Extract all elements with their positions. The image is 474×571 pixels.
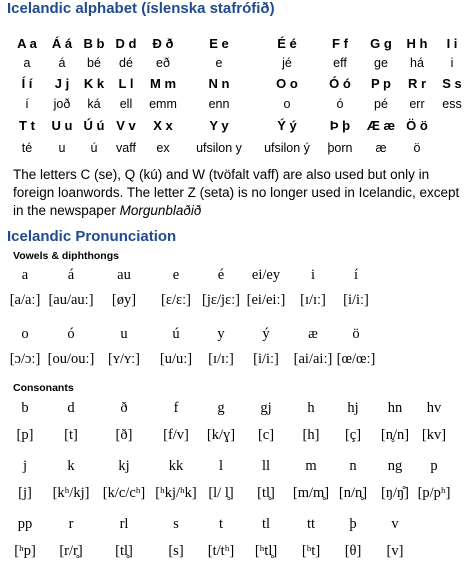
consonant-letter: hj [347, 400, 359, 416]
consonant-letter: tt [306, 516, 316, 532]
alphabet-letter: P p [371, 76, 391, 91]
vowel-ipa: [ou/ouː] [47, 351, 95, 367]
consonant-ipa: [p/pʰ] [417, 485, 451, 501]
alphabet-letter-name: e [215, 56, 223, 70]
vowel-ipa: [ai/aiː] [293, 351, 333, 367]
vowel-letter: ý [262, 326, 270, 342]
vowel-ipa: [i/iː] [343, 292, 369, 308]
vowel-ipa: [ʏ/ʏː] [107, 351, 140, 367]
alphabet-letter: O o [276, 76, 298, 91]
consonant-letter: s [173, 516, 179, 532]
alphabet-letter: Æ æ [366, 118, 396, 133]
alphabet-name-row [0, 97, 474, 115]
consonant-letter: kj [118, 458, 130, 474]
alphabet-letter: H h [406, 36, 428, 51]
vowel-letter: é [217, 267, 225, 283]
alphabet-title: Icelandic alphabet (íslenska stafrófið) [7, 0, 275, 17]
vowel-ipa: [øy] [111, 292, 137, 308]
alphabet-letter-name: a [23, 56, 31, 70]
note-text: The letters C (se), Q (kú) and W (tvöfalt vaff) are also used but only in foreign loanwords. The letter Z (seta) is no longer used in Icelandic, except in the newspaper [13, 167, 460, 218]
alphabet-letter: M m [150, 76, 176, 91]
alphabet-letter: Y y [209, 118, 229, 133]
alphabet-letter: Í í [21, 76, 33, 91]
alphabet-letter: U u [51, 118, 73, 133]
consonant-ipa: [ʰtl̥] [254, 543, 278, 559]
alphabet-letter: L l [118, 76, 134, 91]
vowel-letter: ú [172, 326, 180, 342]
vowel-letter: i [310, 267, 316, 283]
consonant-letter-row [0, 458, 474, 478]
consonant-letter: pp [17, 516, 33, 532]
consonant-letter: hn [387, 400, 403, 416]
alphabet-letter-name: ufsilon ý [264, 141, 310, 155]
alphabet-letter: Ú ú [83, 118, 105, 133]
vowel-letter: ó [67, 326, 75, 342]
consonant-ipa: [n/n̥] [338, 485, 368, 501]
vowel-ipa: [ei/eiː] [246, 292, 286, 308]
vowel-ipa: [œ/œː] [336, 351, 376, 367]
alphabet-letter-name: há [410, 56, 424, 70]
consonant-letter: m [305, 458, 317, 474]
pronunciation-title: Icelandic Pronunciation [7, 228, 177, 245]
consonant-letter: j [22, 458, 28, 474]
vowel-ipa-row [0, 292, 474, 312]
alphabet-name-row [0, 56, 474, 74]
consonant-letter: hv [426, 400, 442, 416]
alphabet-letter: E e [209, 36, 229, 51]
alphabet-letter: B b [83, 36, 105, 51]
consonant-letter: n [349, 458, 357, 474]
alphabet-letter-name: ufsilon y [196, 141, 242, 155]
vowel-ipa: [u/uː] [159, 351, 193, 367]
consonants-label: Consonants [13, 382, 74, 394]
consonant-letter: r [68, 516, 74, 532]
consonant-letter: l [218, 458, 224, 474]
alphabet-letter: T t [19, 118, 35, 133]
alphabet-letter-name: pé [374, 97, 388, 111]
alphabet-letter-name: á [58, 56, 66, 70]
alphabet-letter-name: þorn [327, 141, 353, 155]
vowel-ipa: [i/iː] [253, 351, 279, 367]
vowel-letter: a [21, 267, 29, 283]
consonant-ipa-row [0, 427, 474, 447]
alphabet-letter: K k [83, 76, 105, 91]
alphabet-letter-name: err [409, 97, 425, 111]
alphabet-letter: S s [442, 76, 462, 91]
consonant-ipa: [r/r̥] [59, 543, 83, 559]
alphabet-letter-name: u [58, 141, 66, 155]
consonant-ipa: [c] [257, 427, 275, 443]
consonant-ipa: [ʰt] [301, 543, 321, 559]
alphabet-letter-name: ess [442, 97, 462, 111]
vowel-letter: e [172, 267, 180, 283]
consonant-letter: þ [349, 516, 357, 532]
alphabet-letter: F f [332, 36, 348, 51]
consonant-ipa: [f/v] [163, 427, 189, 443]
consonant-ipa: [t] [64, 427, 78, 443]
consonant-ipa: [h] [302, 427, 320, 443]
consonant-ipa-row [0, 485, 474, 505]
alphabet-name-row [0, 141, 474, 159]
consonant-letter: v [391, 516, 399, 532]
alphabet-letter: V v [116, 118, 136, 133]
alphabet-letter: Ö ö [406, 118, 428, 133]
vowel-letter: á [67, 267, 75, 283]
alphabet-letter-name: emm [149, 97, 177, 111]
consonant-letter-row [0, 400, 474, 420]
alphabet-letter-name: o [283, 97, 291, 111]
alphabet-letter: A a [17, 36, 37, 51]
alphabet-letter: Ð ð [152, 36, 174, 51]
consonant-ipa: [s] [168, 543, 184, 559]
vowel-ipa: [ɛ/ɛː] [161, 292, 191, 308]
consonant-letter: p [430, 458, 438, 474]
consonant-letter: tl [261, 516, 271, 532]
alphabet-letter-name: í [25, 97, 29, 111]
vowel-letter: ei/ey [251, 267, 281, 283]
consonant-ipa: [k/c/cʰ] [102, 485, 146, 501]
consonant-ipa: [kv] [421, 427, 447, 443]
alphabet-letter-name: jé [282, 56, 292, 70]
alphabet-letter-name: té [21, 141, 33, 155]
alphabet-letter-name: ö [413, 141, 421, 155]
alphabet-letter-name: ó [336, 97, 344, 111]
consonant-ipa: [ç] [344, 427, 362, 443]
newspaper-name: Morgunblaðið [119, 203, 202, 218]
vowel-ipa-row [0, 351, 474, 371]
vowel-ipa: [au/auː] [48, 292, 94, 308]
consonant-ipa: [ð] [115, 427, 133, 443]
alphabet-letter: Ó ó [329, 76, 351, 91]
alphabet-letter-row [0, 118, 474, 136]
consonant-letter: gj [260, 400, 272, 416]
alphabet-letter-name: ex [156, 141, 170, 155]
alphabet-letter-row [0, 76, 474, 94]
consonant-ipa: [t/tʰ] [207, 543, 235, 559]
alphabet-letter-row [0, 36, 474, 54]
consonant-ipa: [m/m̥] [292, 485, 330, 501]
alphabet-letter: X x [153, 118, 173, 133]
consonant-ipa-row [0, 543, 474, 563]
consonant-ipa: [n̥/n] [380, 427, 410, 443]
vowel-letter: í [353, 267, 359, 283]
consonant-letter: rl [119, 516, 129, 532]
consonant-letter: ð [120, 400, 128, 416]
consonant-letter: g [217, 400, 225, 416]
consonant-ipa: [p] [16, 427, 34, 443]
consonant-letter: ll [261, 458, 271, 474]
consonant-ipa: [tl̥] [257, 485, 275, 501]
consonant-letter: ng [387, 458, 403, 474]
consonant-letter: t [218, 516, 224, 532]
vowels-label: Vowels & diphthongs [13, 250, 119, 262]
consonant-letter: kk [168, 458, 184, 474]
consonant-letter: h [307, 400, 315, 416]
consonant-letter: b [21, 400, 29, 416]
consonant-letter-row [0, 516, 474, 536]
vowel-ipa: [ɪ/ɪː] [300, 292, 326, 308]
alphabet-letter: É é [277, 36, 297, 51]
alphabet-letter-name: bé [87, 56, 101, 70]
alphabet-letter-name: eð [156, 56, 170, 70]
vowel-letter: au [117, 267, 131, 283]
vowel-letter: æ [308, 326, 318, 342]
alphabet-letter-name: ge [374, 56, 388, 70]
consonant-ipa: [l/ l̥] [208, 485, 234, 501]
alphabet-letter: Á á [51, 36, 73, 51]
vowel-letter: ö [352, 326, 360, 342]
alphabet-letter: R r [407, 76, 427, 91]
alphabet-letter: D d [115, 36, 137, 51]
alphabet-letter-name: eff [333, 56, 347, 70]
alphabet-letter-name: joð [53, 97, 71, 111]
consonant-ipa: [ŋ/ŋ̊] [380, 485, 410, 501]
alphabet-letter-name: ell [119, 97, 133, 111]
alphabet-letter-name: i [450, 56, 454, 70]
alphabet-letter: Þ þ [329, 118, 351, 133]
alphabet-note [13, 166, 468, 220]
alphabet-letter-name: æ [375, 141, 387, 155]
consonant-ipa: [k/ɣ] [206, 427, 236, 443]
vowel-ipa: [ɔ/ɔː] [9, 351, 41, 367]
vowel-ipa: [a/aː] [9, 292, 41, 308]
vowel-ipa: [jɛ/jɛː] [202, 292, 240, 308]
alphabet-letter-name: enn [208, 97, 230, 111]
alphabet-letter: J j [54, 76, 70, 91]
consonant-letter: f [173, 400, 179, 416]
consonant-ipa: [v] [386, 543, 404, 559]
consonant-ipa: [ʰp] [14, 543, 36, 559]
vowel-ipa: [ɪ/ɪː] [208, 351, 234, 367]
consonant-ipa: [j] [18, 485, 32, 501]
alphabet-letter-name: vaff [116, 141, 136, 155]
alphabet-letter: N n [208, 76, 230, 91]
alphabet-letter: I i [446, 36, 458, 51]
consonant-ipa: [θ] [344, 543, 362, 559]
consonant-ipa: [ʰkj/ʰk] [155, 485, 197, 501]
vowel-letter: y [217, 326, 225, 342]
consonant-letter: d [67, 400, 75, 416]
alphabet-letter-name: dé [119, 56, 133, 70]
consonant-letter: k [67, 458, 75, 474]
vowel-letter-row [0, 326, 474, 346]
alphabet-letter-name: ká [87, 97, 101, 111]
consonant-ipa: [tl̥] [115, 543, 133, 559]
alphabet-letter: G g [370, 36, 392, 51]
vowel-letter: o [21, 326, 29, 342]
vowel-letter-row [0, 267, 474, 287]
alphabet-letter: Ý ý [277, 118, 297, 133]
vowel-letter: u [120, 326, 128, 342]
consonant-ipa: [kʰ/kj] [52, 485, 90, 501]
alphabet-letter-name: ú [90, 141, 98, 155]
